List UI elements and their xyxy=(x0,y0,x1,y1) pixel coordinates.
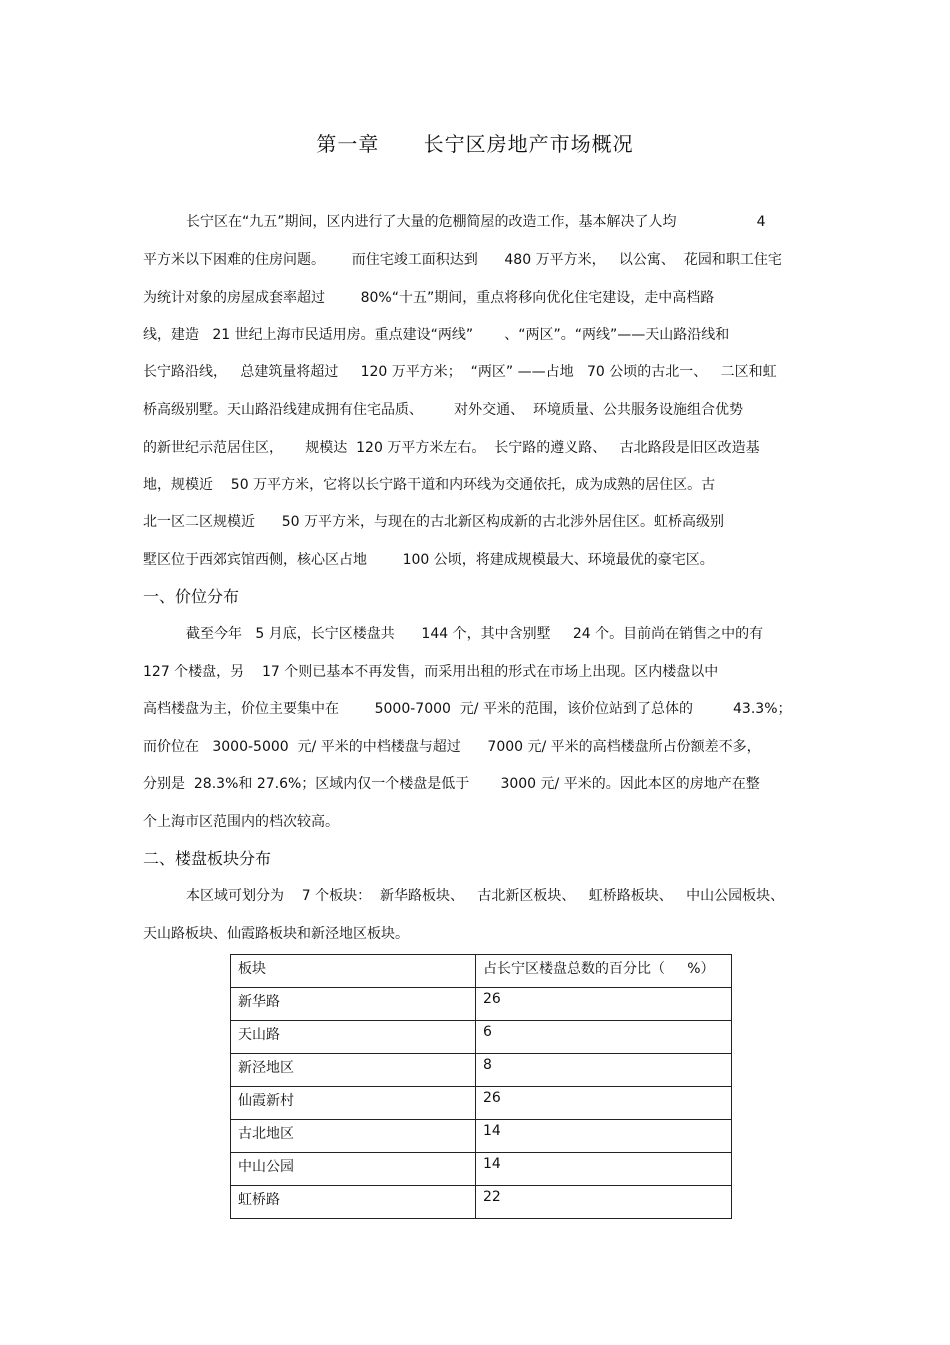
intro-line: 地，规模近 50 万平方米，它将以长宁路干道和内环线为交通依托，成为成熟的居住区。古 xyxy=(143,477,716,493)
table-cell: 26 xyxy=(476,988,732,1021)
section1-line: 127 个楼盘，另 17 个则已基本不再发售，而采用出租的形式在市场上出现。区内楼盘以中 xyxy=(143,664,719,680)
block-share-table xyxy=(230,954,732,1219)
section1-line: 截至今年 5 月底，长宁区楼盘共 144 个，其中含别墅 24 个。目前尚在销售之中的有 xyxy=(186,626,764,642)
table-row xyxy=(231,1153,732,1186)
intro-line: 北一区二区规模近 50 万平方米，与现在的古北新区构成新的古北涉外居住区。虹桥高级别 xyxy=(143,514,724,530)
table-row xyxy=(231,988,732,1021)
section2-line: 本区域可划分为 7 个板块： 新华路板块、 古北新区板块、 虹桥路板块、 中山公园板块、 xyxy=(186,888,785,904)
table-header-row xyxy=(231,955,732,988)
intro-line: 长宁区在“九五”期间，区内进行了大量的危棚简屋的改造工作，基本解决了人均 4 xyxy=(186,214,766,230)
table-row xyxy=(231,1087,732,1120)
table-cell: 26 xyxy=(476,1087,732,1120)
table-cell: 新泾地区 xyxy=(231,1054,476,1087)
table-header-cell: 占长宁区楼盘总数的百分比（ %） xyxy=(476,955,732,988)
section1-line: 分别是 28.3%和 27.6%；区域内仅一个楼盘是低于 3000 元/ 平米的。因此本区的房地产在整 xyxy=(143,776,760,792)
section1-line: 高档楼盘为主，价位主要集中在 5000-7000 元/ 平米的范围，该价位站到了总体的 43.3%； xyxy=(143,701,792,717)
table-cell: 8 xyxy=(476,1054,732,1087)
table-cell: 14 xyxy=(476,1153,732,1186)
table-cell: 中山公园 xyxy=(231,1153,476,1186)
table-cell: 虹桥路 xyxy=(231,1186,476,1219)
table-cell: 新华路 xyxy=(231,988,476,1021)
intro-line: 墅区位于西郊宾馆西侧，核心区占地 100 公顷，将建成规模最大、环境最优的豪宅区。 xyxy=(143,552,714,568)
table-cell: 22 xyxy=(476,1186,732,1219)
table-cell: 14 xyxy=(476,1120,732,1153)
intro-line: 平方米以下困难的住房问题。 而住宅竣工面积达到 480 万平方米， 以公寓、 花园和职工住宅 xyxy=(143,252,782,268)
intro-line: 的新世纪示范居住区， 规模达 120 万平方米左右。 长宁路的遵义路、 古北路段是旧区改造基 xyxy=(143,440,760,456)
section1-line: 而价位在 3000-5000 元/ 平米的中档楼盘与超过 7000 元/ 平米的高档楼盘所占份额差不多， xyxy=(143,739,761,755)
table-row xyxy=(231,1186,732,1219)
intro-line: 为统计对象的房屋成套率超过 80%“十五”期间，重点将移向优化住宅建设，走中高档路 xyxy=(143,290,715,306)
table-row xyxy=(231,1054,732,1087)
intro-line: 线，建造 21 世纪上海市民适用房。重点建设“两线” 、“两区”。“两线”——天山路沿线和 xyxy=(143,327,730,343)
table-header-cell: 板块 xyxy=(231,955,476,988)
table-row xyxy=(231,1021,732,1054)
table-cell: 古北地区 xyxy=(231,1120,476,1153)
section-heading-price: 一、价位分布 xyxy=(143,587,240,606)
table-cell: 仙霞新村 xyxy=(231,1087,476,1120)
intro-line: 长宁路沿线， 总建筑量将超过 120 万平方米； “两区” ——占地 70 公顷的古北一、 二区和虹 xyxy=(143,364,777,380)
chapter-title: 第一章 长宁区房地产市场概况 xyxy=(316,132,634,156)
table-cell: 6 xyxy=(476,1021,732,1054)
table-cell: 天山路 xyxy=(231,1021,476,1054)
section-heading-blocks: 二、楼盘板块分布 xyxy=(143,849,272,868)
section2-line: 天山路板块、仙霞路板块和新泾地区板块。 xyxy=(143,926,409,942)
table-row xyxy=(231,1120,732,1153)
section1-line: 个上海市区范围内的档次较高。 xyxy=(143,814,339,830)
intro-line: 桥高级别墅。天山路沿线建成拥有住宅品质、 对外交通、 环境质量、公共服务设施组合优势 xyxy=(143,402,744,418)
